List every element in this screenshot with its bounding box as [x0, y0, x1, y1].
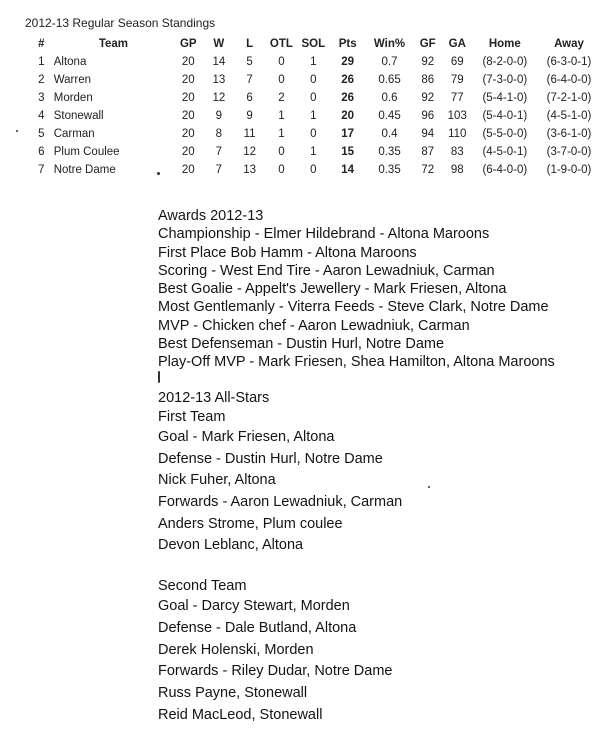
cell-win-pct: 0.65	[378, 74, 401, 86]
cell-win-pct: 0.35	[378, 146, 401, 158]
cell-otl: 0	[278, 146, 285, 158]
cell-home: (5-5-0-0)	[482, 128, 528, 140]
cell-away: (6-3-0-1)	[546, 56, 592, 68]
cell-team: Notre Dame	[53, 164, 116, 176]
cell-rank: 6	[38, 146, 45, 158]
cell-sol: 0	[310, 164, 317, 176]
award-item: Best Goalie - Appelt's Jewellery - Mark Friesen, Altona	[158, 281, 507, 298]
award-item: Play-Off MVP - Mark Friesen, Shea Hamilton, Altona Maroons	[158, 354, 555, 371]
cell-win-pct: 0.4	[381, 128, 398, 140]
awards-title: Awards 2012-13	[158, 208, 264, 224]
cell-ga: 83	[450, 146, 464, 158]
cell-win-pct: 0.7	[381, 56, 398, 68]
cell-gp: 20	[181, 164, 195, 176]
cell-team: Stonewall	[53, 110, 104, 122]
cell-l: 7	[246, 74, 253, 86]
allstar-line: Nick Fuher, Altona	[158, 472, 276, 489]
cell-l: 13	[243, 164, 257, 176]
cell-w: 7	[215, 146, 223, 158]
scan-speck	[158, 371, 160, 383]
cell-gp: 20	[181, 110, 195, 122]
header-away: Away	[554, 38, 584, 50]
scan-speck	[428, 486, 430, 488]
header-gp: GP	[179, 38, 197, 50]
allstars-title: 2012-13 All-Stars	[158, 390, 270, 406]
award-item: First Place Bob Hamm - Altona Maroons	[158, 244, 417, 261]
cell-away: (7-2-1-0)	[546, 92, 592, 104]
cell-w: 14	[212, 56, 226, 68]
cell-w: 13	[212, 74, 226, 86]
cell-gp: 20	[181, 146, 195, 158]
header-ga: GA	[448, 38, 466, 50]
cell-l: 11	[243, 128, 256, 140]
cell-gp: 20	[181, 92, 195, 104]
cell-team: Carman	[53, 128, 95, 140]
cell-away: (3-7-0-0)	[546, 146, 592, 158]
header-sol: SOL	[301, 38, 326, 50]
cell-gf: 72	[421, 164, 435, 176]
cell-gp: 20	[181, 128, 195, 140]
award-item: Most Gentlemanly - Viterra Feeds - Steve Clark, Notre Dame	[158, 299, 549, 316]
cell-sol: 1	[310, 56, 317, 68]
cell-rank: 2	[38, 74, 45, 86]
cell-away: (1-9-0-0)	[546, 164, 592, 176]
cell-away: (3-6-1-0)	[546, 128, 592, 140]
awards-list	[158, 225, 555, 371]
cell-sol: 0	[310, 128, 317, 140]
cell-gf: 87	[421, 146, 435, 158]
header-pts: Pts	[338, 38, 357, 50]
header-win-pct: Win%	[373, 38, 406, 50]
header-home: Home	[488, 38, 521, 50]
allstar-line: Defense - Dustin Hurl, Notre Dame	[158, 450, 383, 467]
cell-l: 6	[246, 92, 253, 104]
cell-ga: 110	[448, 128, 467, 140]
standings-title: 2012-13 Regular Season Standings	[25, 16, 216, 30]
cell-away: (6-4-0-0)	[546, 74, 592, 86]
cell-gp: 20	[181, 74, 195, 86]
cell-ga: 77	[450, 92, 464, 104]
award-item: Scoring - West End Tire - Aaron Lewadniuk, Carman	[158, 262, 495, 279]
cell-l: 5	[246, 56, 253, 68]
cell-pts: 15	[341, 146, 355, 158]
cell-sol: 0	[310, 74, 317, 86]
header-w: W	[213, 38, 225, 50]
standings-table	[29, 35, 600, 179]
cell-home: (5-4-0-1)	[482, 110, 528, 122]
cell-sol: 0	[310, 92, 317, 104]
award-item: Championship - Elmer Hildebrand - Altona Maroons	[158, 226, 490, 243]
allstars-section	[158, 389, 402, 726]
second-team-title: Second Team	[158, 578, 247, 595]
cell-w: 7	[215, 164, 223, 176]
cell-home: (8-2-0-0)	[482, 56, 528, 68]
cell-rank: 5	[38, 128, 45, 140]
cell-otl: 0	[278, 74, 285, 86]
cell-pts: 29	[341, 56, 355, 68]
second-team-list	[158, 596, 402, 726]
table-row	[29, 161, 600, 179]
standings-header-row	[29, 35, 600, 53]
cell-win-pct: 0.45	[378, 110, 401, 122]
award-item: Best Defenseman - Dustin Hurl, Notre Dame	[158, 336, 445, 353]
table-row	[29, 89, 600, 107]
allstar-line: Derek Holenski, Morden	[158, 641, 314, 658]
header-gf: GF	[419, 38, 436, 50]
cell-team: Warren	[53, 74, 92, 86]
cell-pts: 26	[341, 92, 355, 104]
allstar-line: Reid MacLeod, Stonewall	[158, 706, 323, 723]
cell-sol: 1	[310, 110, 317, 122]
cell-pts: 20	[341, 110, 355, 122]
cell-gf: 92	[421, 92, 435, 104]
allstar-line: Forwards - Riley Dudar, Notre Dame	[158, 663, 393, 680]
allstar-line: Devon Leblanc, Altona	[158, 537, 304, 554]
allstar-line: Defense - Dale Butland, Altona	[158, 619, 357, 636]
header-rank: #	[38, 38, 45, 50]
awards-section	[158, 207, 555, 372]
cell-ga: 98	[450, 164, 464, 176]
cell-gp: 20	[181, 56, 195, 68]
cell-rank: 3	[38, 92, 45, 104]
cell-rank: 7	[38, 164, 45, 176]
header-team: Team	[98, 38, 129, 50]
cell-gf: 86	[421, 74, 435, 86]
cell-otl: 2	[278, 92, 285, 104]
cell-team: Morden	[53, 92, 93, 104]
allstar-line: Russ Payne, Stonewall	[158, 684, 308, 701]
cell-ga: 69	[450, 56, 464, 68]
cell-w: 9	[215, 110, 223, 122]
allstar-line: Goal - Darcy Stewart, Morden	[158, 598, 350, 615]
cell-ga: 79	[450, 74, 464, 86]
table-row	[29, 143, 600, 161]
cell-gf: 94	[421, 128, 435, 140]
scan-speck	[16, 130, 18, 132]
cell-pts: 17	[341, 128, 355, 140]
cell-rank: 1	[38, 56, 45, 68]
cell-rank: 4	[38, 110, 45, 122]
cell-l: 12	[243, 146, 257, 158]
scan-speck	[157, 172, 160, 175]
cell-w: 8	[215, 128, 223, 140]
allstar-line: Goal - Mark Friesen, Altona	[158, 429, 335, 445]
cell-win-pct: 0.35	[378, 164, 401, 176]
first-team-list	[158, 427, 402, 557]
standings-body	[29, 53, 600, 179]
cell-otl: 0	[278, 56, 285, 68]
cell-win-pct: 0.6	[381, 92, 398, 104]
table-row	[29, 125, 600, 143]
cell-otl: 1	[278, 110, 285, 122]
cell-pts: 14	[341, 164, 355, 176]
cell-ga: 103	[447, 110, 467, 122]
cell-gf: 92	[421, 56, 435, 68]
cell-l: 9	[246, 110, 253, 122]
header-otl: OTL	[269, 38, 293, 50]
cell-team: Altona	[53, 56, 87, 68]
allstar-line: Anders Strome, Plum coulee	[158, 515, 343, 532]
cell-pts: 26	[341, 74, 355, 86]
cell-away: (4-5-1-0)	[546, 110, 592, 122]
cell-otl: 1	[278, 128, 285, 140]
table-row	[29, 71, 600, 89]
table-row	[29, 107, 600, 125]
cell-gf: 96	[421, 110, 435, 122]
cell-w: 12	[212, 92, 226, 104]
cell-team: Plum Coulee	[53, 146, 120, 158]
cell-home: (6-4-0-0)	[482, 164, 528, 176]
cell-home: (5-4-1-0)	[482, 92, 528, 104]
award-item: MVP - Chicken chef - Aaron Lewadniuk, Carman	[158, 317, 470, 334]
header-l: L	[246, 38, 254, 50]
allstar-line: Forwards - Aaron Lewadniuk, Carman	[158, 494, 403, 511]
first-team-title: First Team	[158, 409, 226, 425]
cell-home: (4-5-0-1)	[482, 146, 528, 158]
cell-home: (7-3-0-0)	[482, 74, 528, 86]
cell-sol: 1	[310, 146, 317, 158]
table-row	[29, 53, 600, 71]
cell-otl: 0	[278, 164, 285, 176]
